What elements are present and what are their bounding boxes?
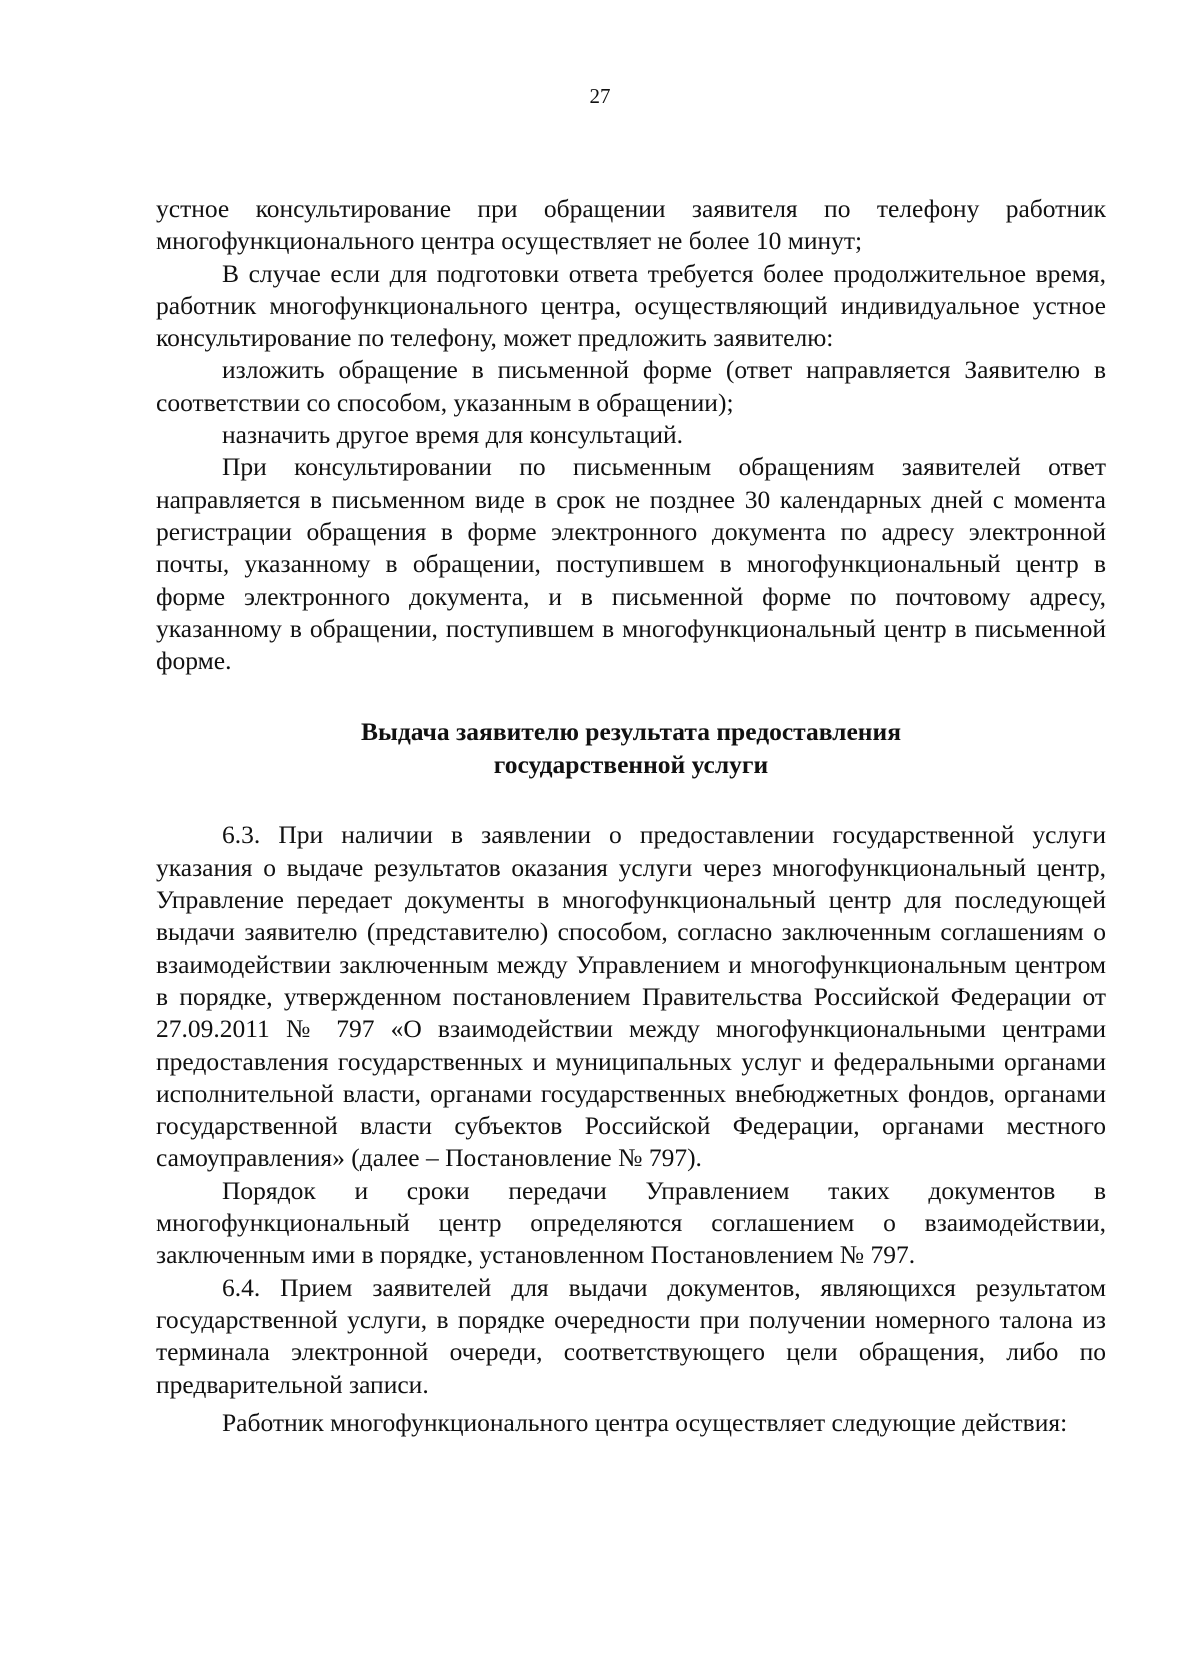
paragraph-worker-actions: Работник многофункционального центра осуществляет следующие действия: — [222, 1407, 1068, 1437]
paragraph-phone-consultation-limit: устное консультирование при обращении заявителя по телефону работник многофункционального центра осуществляет не более 10 минут; — [156, 194, 1106, 256]
section-heading-line-2: государственной услуги — [493, 750, 769, 780]
document-body — [156, 193, 1106, 1439]
section-heading-line-1: Выдача заявителю результата предоставления — [360, 717, 901, 747]
paragraph-6-4: 6.4. Прием заявителей для выдачи документов, являющихся результатом государственной услуги, в порядке очередности при получении номерного талона из терминала электронной очереди, соответствующего цели обращения, либо по предварительной записи. — [156, 1272, 1106, 1399]
paragraph-transfer-order: Порядок и сроки передачи Управлением таких документов в многофункциональный центр определяются соглашением о взаимодействии, заключенным ими в порядке, установленном Постановлением № 797. — [156, 1175, 1106, 1270]
paragraph-longer-answer-time: В случае если для подготовки ответа требуется более продолжительное время, работник многофункционального центра, осуществляющий индивидуальное устное консультирование по телефону, может предложить заявителю: — [156, 258, 1106, 353]
paragraph-written-form-option: изложить обращение в письменной форме (ответ направляется Заявителю в соответствии со способом, указанным в обращении); — [156, 355, 1106, 417]
paragraph-6-3: 6.3. При наличии в заявлении о предоставлении государственной услуги указания о выдаче результатов оказания услуги через многофункциональный центр, Управление передает документы в многофункциональный центр для последующей выдачи заявителю (представителю) способом, согласно заключенным соглашениям о взаимодействии заключенным между Управлением и многофункциональным центром в порядке, утвержденном постановлением Правительства Российской Федерации от 27.09.2011 № 797 «О взаимодействии между многофункциональными центрами предоставления государственных и муниципальных услуг и федеральными органами исполнительной власти, органами государственных внебюджетных фондов, органами государственной власти субъектов Российской Федерации, органами местного самоуправления» (далее – Постановление № 797). — [156, 820, 1106, 1173]
page-number: 27 — [589, 84, 611, 108]
paragraph-written-requests: При консультировании по письменным обращениям заявителей ответ направляется в письменном виде в срок не позднее 30 календарных дней с момента регистрации обращения в форме электронного документа по адресу электронной почты, указанному в обращении, поступившем в многофункциональный центр в форме электронного документа, и в письменной форме по почтовому адресу, указанному в обращении, поступившем в многофункциональный центр в письменной форме. — [156, 452, 1106, 676]
section-heading — [156, 715, 1106, 781]
paragraph-another-time-option: назначить другое время для консультаций. — [222, 420, 684, 450]
